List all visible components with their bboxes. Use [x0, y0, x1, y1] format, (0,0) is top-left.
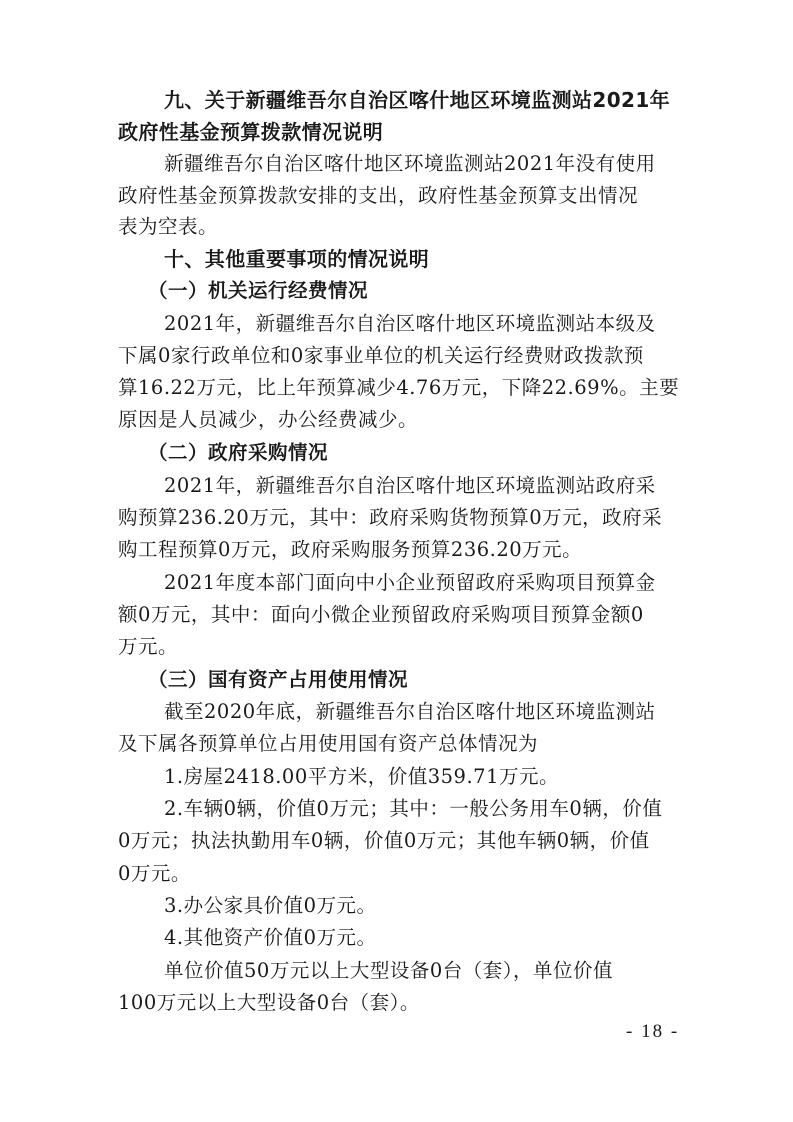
sub3-item2-line: 0万元。: [118, 862, 191, 885]
section10-heading: 十、其他重要事项的情况说明: [164, 247, 430, 271]
sub3-item4: 4.其他资产价值0万元。: [164, 926, 377, 949]
page-number: - 18 -: [626, 1021, 680, 1042]
sub3-item2-line: 0万元；执法执勤用车0辆，价值0万元；其他车辆0辆，价值: [118, 829, 650, 852]
sub2-para2-line: 额0万元，其中：面向小微企业预留政府采购项目预算金额0: [118, 603, 644, 626]
sub3-equip-line: 单位价值50万元以上大型设备0台（套），单位价值: [164, 959, 613, 982]
sub3-intro-line: 截至2020年底，新疆维吾尔自治区喀什地区环境监测站: [164, 700, 656, 723]
sub1-line: 原因是人员减少，办公经费减少。: [118, 408, 419, 431]
sub2-para2-line: 2021年度本部门面向中小企业预留政府采购项目预算金: [164, 571, 656, 594]
sub1-line: 下属0家行政单位和0家事业单位的机关运行经费财政拨款预: [118, 344, 644, 367]
sub1-line: 算16.22万元，比上年预算减少4.76万元，下降22.69%。主要: [118, 376, 680, 399]
section9-para-line: 新疆维吾尔自治区喀什地区环境监测站2021年没有使用: [164, 152, 656, 175]
sub1-line: 2021年，新疆维吾尔自治区喀什地区环境监测站本级及: [164, 312, 656, 335]
sub3-equip-line: 100万元以上大型设备0台（套）。: [118, 991, 420, 1014]
sub3-item2-line: 2.车辆0辆，价值0万元；其中：一般公务用车0辆，价值: [164, 797, 663, 820]
sub2-para1-line: 购预算236.20万元，其中：政府采购货物预算0万元，政府采: [118, 506, 663, 529]
sub3-intro-line: 及下属各预算单位占用使用国有资产总体情况为: [118, 732, 539, 755]
section9-para-line: 政府性基金预算拨款安排的支出，政府性基金预算支出情况: [118, 184, 639, 207]
section9-para-line: 表为空表。: [118, 215, 219, 238]
sub3-item1: 1.房屋2418.00平方米，价值359.71万元。: [164, 765, 559, 788]
sub2-title: （二）政府采购情况: [148, 441, 329, 464]
sub2-para1-line: 购工程预算0万元，政府采购服务预算236.20万元。: [118, 538, 583, 561]
section9-heading-line1: 九、关于新疆维吾尔自治区喀什地区环境监测站2021年: [164, 88, 671, 112]
sub3-item3: 3.办公家具价值0万元。: [164, 894, 377, 917]
sub2-para1-line: 2021年，新疆维吾尔自治区喀什地区环境监测站政府采: [164, 474, 656, 497]
section9-heading-line2: 政府性基金预算拨款情况说明: [118, 120, 384, 144]
sub1-title: （一）机关运行经费情况: [148, 279, 369, 302]
sub3-title: （三）国有资产占用使用情况: [148, 668, 409, 691]
sub2-para2-line: 万元。: [118, 635, 179, 658]
